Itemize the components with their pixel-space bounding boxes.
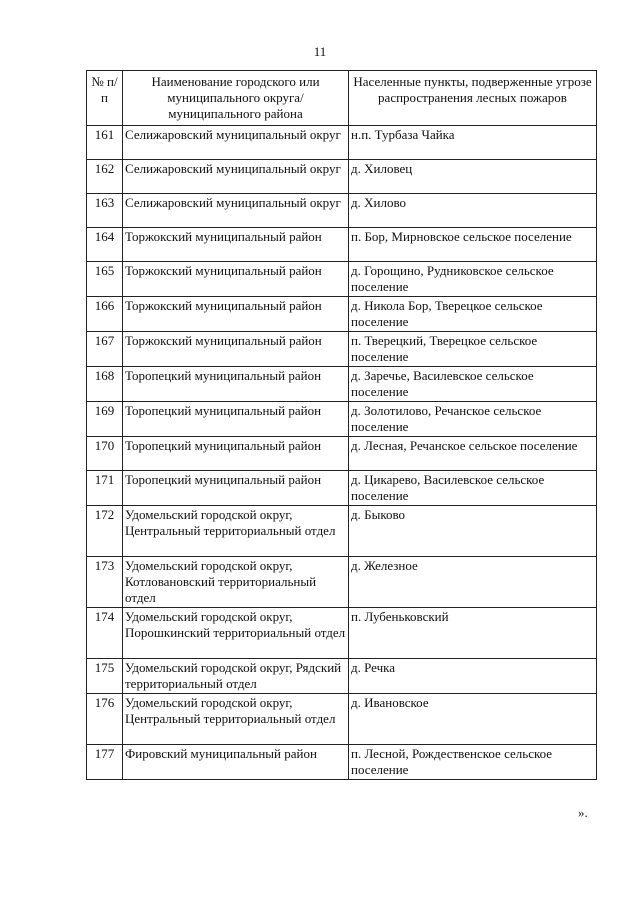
- header-district: Наименование городского или муниципального округа/муниципального района: [123, 71, 349, 126]
- table-row: [87, 437, 597, 471]
- row-district: Фировский муниципальный район: [123, 745, 349, 780]
- row-number: 169: [87, 402, 123, 437]
- row-number: 175: [87, 659, 123, 694]
- table-row: [87, 694, 597, 745]
- table-row: [87, 332, 597, 367]
- table-row: [87, 557, 597, 608]
- row-district: Удомельский городской округ, Порошкинский территориальный отдел: [123, 608, 349, 659]
- row-settlement: д. Быково: [349, 506, 597, 557]
- row-number: 176: [87, 694, 123, 745]
- row-number: 172: [87, 506, 123, 557]
- page-number: 11: [313, 44, 327, 59]
- table-row: [87, 659, 597, 694]
- row-district: Селижаровский муниципальный округ: [123, 194, 349, 228]
- row-number: 174: [87, 608, 123, 659]
- table-row: [87, 745, 597, 780]
- row-number: 173: [87, 557, 123, 608]
- row-number: 168: [87, 367, 123, 402]
- row-number: 171: [87, 471, 123, 506]
- table-row: [87, 126, 597, 160]
- table-row: [87, 608, 597, 659]
- row-settlement: д. Речка: [349, 659, 597, 694]
- row-district: Торжокский муниципальный район: [123, 297, 349, 332]
- row-settlement: п. Бор, Мирновское сельское поселение: [349, 228, 597, 262]
- row-settlement: д. Горощино, Рудниковское сельское поселение: [349, 262, 597, 297]
- closing-quote-mark: ».: [578, 805, 588, 820]
- row-settlement: н.п. Турбаза Чайка: [349, 126, 597, 160]
- header-settlements: Населенные пункты, подверженные угрозе распространения лесных пожаров: [349, 71, 597, 126]
- row-number: 167: [87, 332, 123, 367]
- row-settlement: д. Золотилово, Речанское сельское поселение: [349, 402, 597, 437]
- header-num: № п/п: [87, 71, 123, 126]
- row-settlement: п. Лубеньковский: [349, 608, 597, 659]
- table-body: [87, 126, 597, 780]
- row-district: Удомельский городской округ, Котловановский территориальный отдел: [123, 557, 349, 608]
- row-district: Торжокский муниципальный район: [123, 228, 349, 262]
- row-district: Удомельский городской округ, Центральный территориальный отдел: [123, 694, 349, 745]
- table-row: [87, 228, 597, 262]
- table-row: [87, 506, 597, 557]
- table-row: [87, 367, 597, 402]
- table-row: [87, 402, 597, 437]
- row-settlement: д. Хиловец: [349, 160, 597, 194]
- row-district: Удомельский городской округ, Рядский территориальный отдел: [123, 659, 349, 694]
- row-settlement: д. Железное: [349, 557, 597, 608]
- row-number: 163: [87, 194, 123, 228]
- row-settlement: п. Лесной, Рождественское сельское поселение: [349, 745, 597, 780]
- table-row: [87, 471, 597, 506]
- table-row: [87, 297, 597, 332]
- row-settlement: д. Лесная, Речанское сельское поселение: [349, 437, 597, 471]
- row-district: Торопецкий муниципальный район: [123, 437, 349, 471]
- table-row: [87, 262, 597, 297]
- row-number: 164: [87, 228, 123, 262]
- row-settlement: д. Ивановское: [349, 694, 597, 745]
- row-district: Торопецкий муниципальный район: [123, 402, 349, 437]
- row-district: Торжокский муниципальный район: [123, 332, 349, 367]
- row-district: Удомельский городской округ, Центральный территориальный отдел: [123, 506, 349, 557]
- table-row: [87, 194, 597, 228]
- row-district: Торопецкий муниципальный район: [123, 471, 349, 506]
- row-number: 166: [87, 297, 123, 332]
- table-row: [87, 160, 597, 194]
- row-number: 170: [87, 437, 123, 471]
- row-district: Селижаровский муниципальный округ: [123, 126, 349, 160]
- row-settlement: п. Тверецкий, Тверецкое сельское поселение: [349, 332, 597, 367]
- row-settlement: д. Заречье, Василевское сельское поселение: [349, 367, 597, 402]
- row-settlement: д. Хилово: [349, 194, 597, 228]
- row-number: 162: [87, 160, 123, 194]
- row-settlement: д. Никола Бор, Тверецкое сельское поселение: [349, 297, 597, 332]
- row-number: 177: [87, 745, 123, 780]
- row-district: Торжокский муниципальный район: [123, 262, 349, 297]
- row-district: Селижаровский муниципальный округ: [123, 160, 349, 194]
- row-number: 165: [87, 262, 123, 297]
- table-header-row: [87, 71, 597, 126]
- settlements-table: [86, 70, 597, 780]
- row-number: 161: [87, 126, 123, 160]
- row-settlement: д. Цикарево, Василевское сельское поселение: [349, 471, 597, 506]
- row-district: Торопецкий муниципальный район: [123, 367, 349, 402]
